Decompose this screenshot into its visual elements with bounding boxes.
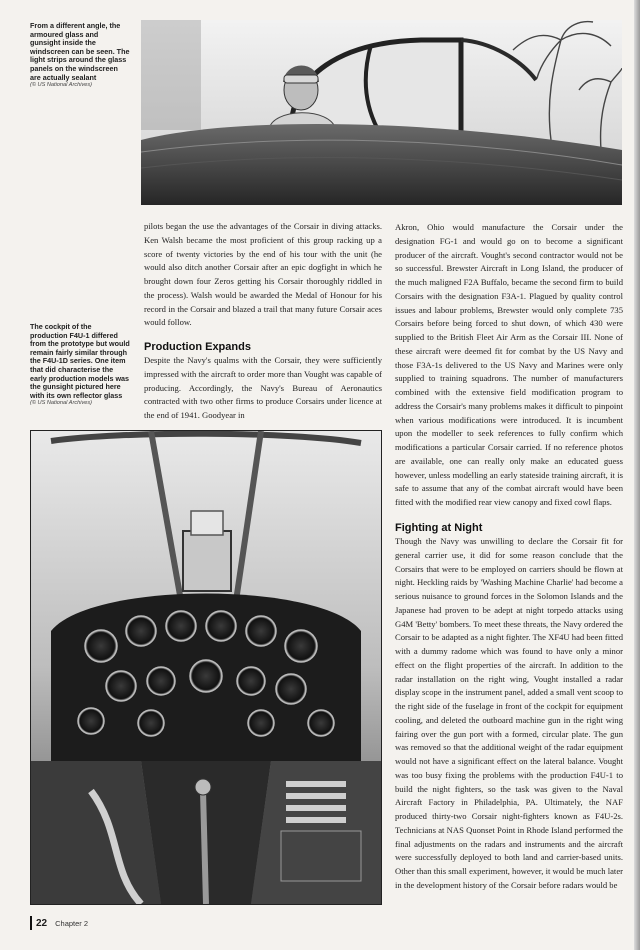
photo-caption-windscreen [30,22,130,89]
photo-pilot-in-cockpit [141,20,622,205]
page-gutter-shadow [634,0,640,950]
footer-rule [30,916,32,930]
paragraph-manufacturers: Akron, Ohio would manufacture the Corsair under the designation FG-1 and would go on to become a significant producer of the aircraft. Vought's second contractor would not be so successful. Brewster Aircraft in Long Island, the producer of the much maligned F2A Buffalo, became the second firm to build Corsairs with the designation F3A-1. Plagued by quality control issues and labour problems, Brewster would only complete 735 Corsairs before being forced to shut down, of which 430 were supplied to the British Fleet Air Arm as the Corsair III. None of these aircraft were deemed fit for combat by the US Navy and those F3A-1s delivered to the US Navy and Marines were only supplied to training squadrons. The number of manufacturers combined with the extensive field modification program to address the Corsair's many problems makes it difficult to pinpoint when various modifications were introduced. It is incumbent upon the modeller to seek references to fully confirm which modifications a particular Corsair carried. If no reference photos are available, one can really only make an educated guess however, unless modelling an early stateside training aircraft, it is safe to assume that any of the combat aircraft would have been fitted with the modified rear view canopy and fixed cowl flaps. [395,222,623,507]
article-column-2-body [395,535,623,893]
caption-text: The cockpit of the production F4U-1 differed from the prototype but would remain fairly similar through the F4U-1D series. One item that did characterise the early production models was the gunsight pictured here with its own reflector glass [30,322,130,400]
photo-caption-cockpit [30,323,130,407]
pilot-photo-illustration [141,20,622,205]
caption-text: From a different angle, the armoured glass and gunsight inside the windscreen can be seen. The light strips around the glass panels on the windscreen are actually sealant [30,21,130,82]
article-column-2-intro [395,221,623,510]
page-footer [30,915,88,931]
article-column-1-intro [144,220,382,330]
paragraph-night-fighter: Though the Navy was unwilling to declare the Corsair fit for general carrier use, it did for some reason conclude that the Corsairs that were to be employed on carriers should be flown at night. Heckling raids by 'Washing Machine Charlie' had become a serious nuisance to ground forces in the Solomon Islands and the Japanese had proven to be adept at night torpedo attacks using G4M 'Betty' bombers. To meet these threats, the Navy ordered the Corsair to be adapted as a night fighter. The XF4U had been fitted with a dummy radome which was found to have only a minor effect on the flight properties of the aircraft. In addition to the radar installation on the right wing, Vought installed a radar display scope in the instrument panel, added a small vent scoop to the right side of the fuselage in front of the cockpit for equipment cooling, and deleted the outboard machine gun in the right wing fairing over the gun port with a formed, circular plate. The gun was removed so that the additional weight of the radar equipment would not have a significant effect on the lateral balance. Vought was too busy fixing the problems with the production F4U-1 to build the night fighters, so the task was given to the Naval Aircraft Factory in Philadelphia, PA. Ultimately, the NAF produced thirty-two Corsair night-fighters known as F4U-2s. Technicians at NAS Quonset Point in Rhode Island performed the final adjustments on the radars and instruments and the aircraft were successfully deployed to both land and carrier-based units. Other than this small experiment, however, it would be much later in the development history of the Corsair before radars would be [395,536,623,890]
caption-credit: (© US National Archives) [30,82,93,89]
heading-fighting-at-night: Fighting at Night [395,522,483,534]
chapter-label: Chapter 2 [55,918,89,928]
paragraph-walsh: pilots began the use the advantages of the Corsair in diving attacks. Ken Walsh became the most proficient of this group racking up a score of twenty victories by the end of his tour with the unit (he would also ditch another Corsair after an epic dogfight in which he brought down four Zeros getting his Corsair thoroughly riddled in the process). Walsh would be awarded the Medal of Honour for his record in the Corsair and blazed a trail that many future Corsair aces would follow. [144,221,382,328]
article-column-1-body [144,354,382,423]
cockpit-photo-illustration [31,431,381,904]
heading-production-expands: Production Expands [144,341,251,353]
photo-f4u-cockpit [30,430,382,905]
page-number: 22 [36,917,48,929]
caption-credit: (© US National Archives) [30,400,93,407]
paragraph-production: Despite the Navy's qualms with the Corsair, they were sufficiently impressed with the aircraft to order more than Vought was capable of producing. Accordingly, the Navy's Bureau of Aeronautics contracted with two other firms to produce Corsairs under licence at the end of 1941. Goodyear in [144,355,382,420]
